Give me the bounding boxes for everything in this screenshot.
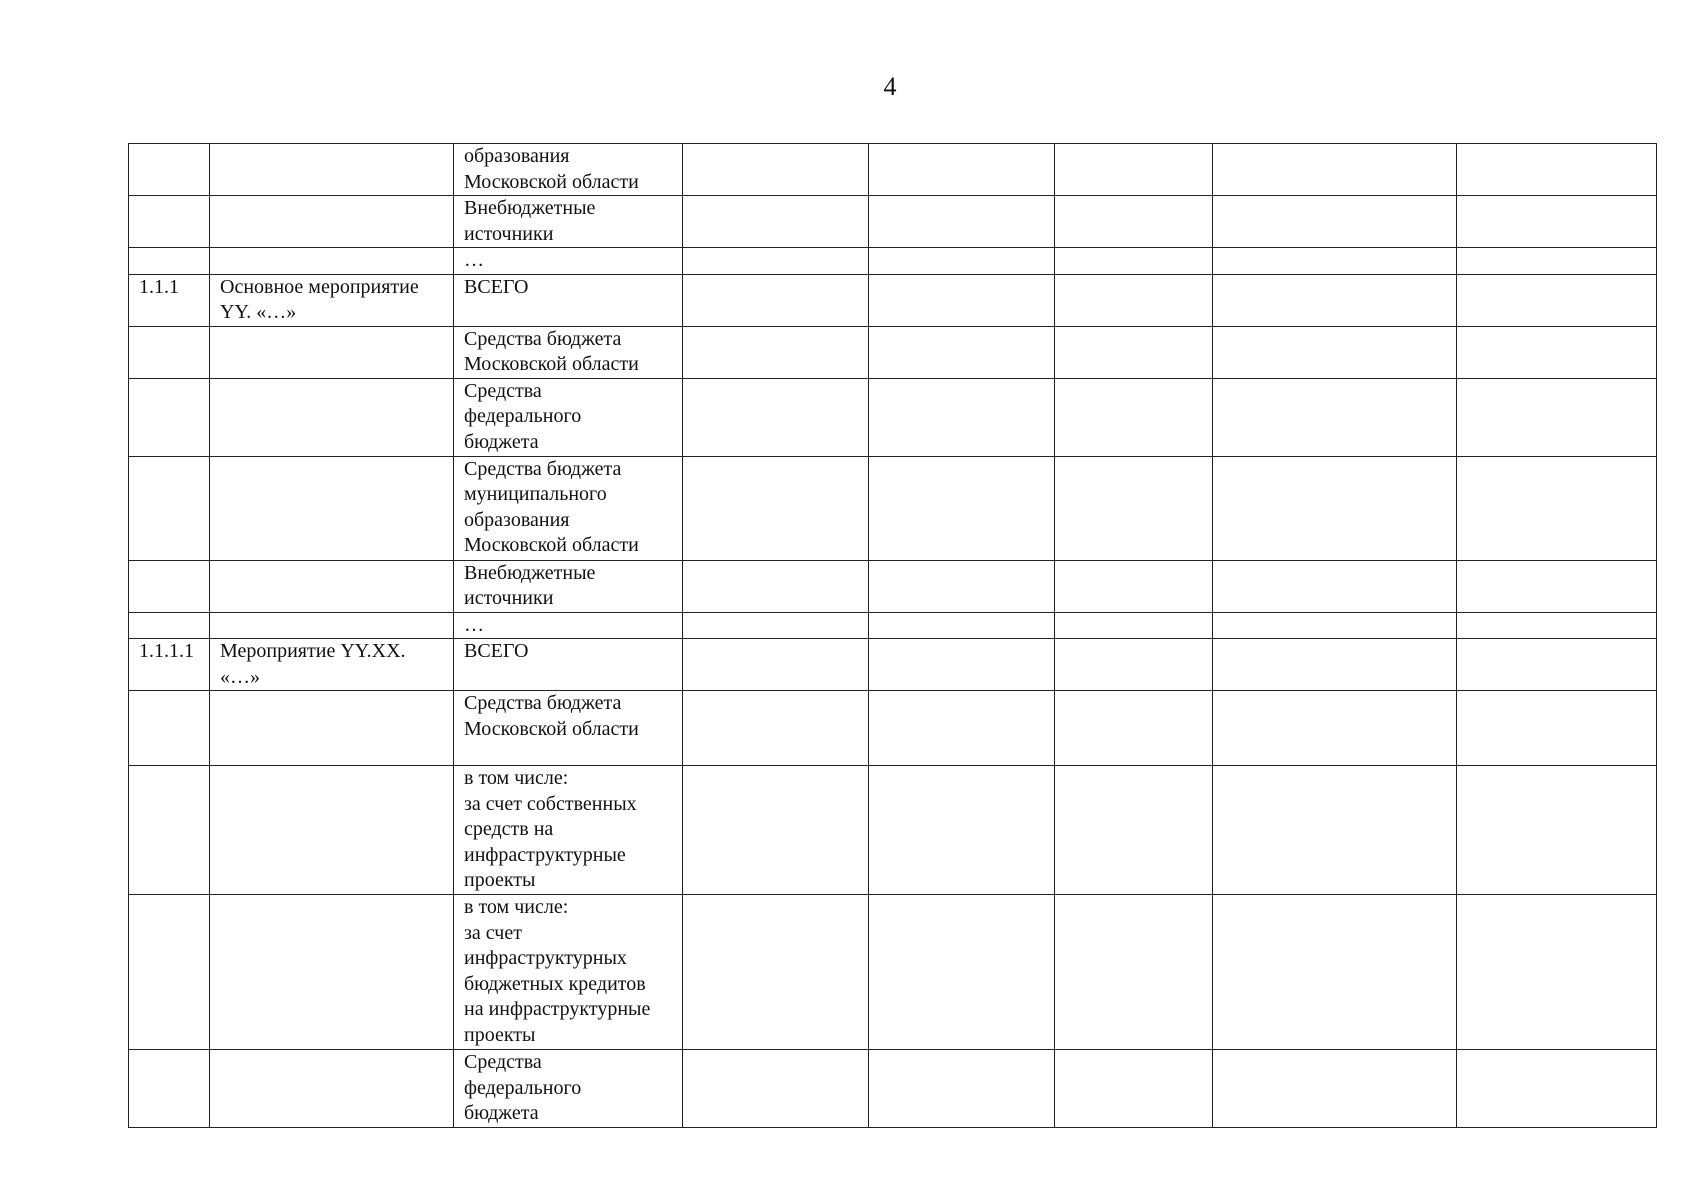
funding-source-cell: … [454, 248, 683, 275]
item-number-cell [129, 691, 210, 766]
value-cell [1055, 691, 1213, 766]
funding-source-cell: Средства бюджета муниципального образования Московской области [454, 456, 683, 560]
item-name-cell [210, 895, 454, 1050]
funding-source-cell: Внебюджетные источники [454, 196, 683, 248]
funding-source-cell: Средства бюджета Московской области [454, 326, 683, 378]
value-cell [1457, 560, 1657, 612]
value-cell [1213, 248, 1457, 275]
table-row [129, 691, 1657, 766]
item-number-cell [129, 196, 210, 248]
value-cell [683, 560, 869, 612]
item-number-cell [129, 895, 210, 1050]
value-cell [1055, 196, 1213, 248]
value-cell [869, 691, 1055, 766]
value-cell [1213, 895, 1457, 1050]
value-cell [1055, 1050, 1213, 1128]
value-cell [1055, 274, 1213, 326]
value-cell [1457, 766, 1657, 895]
item-number-cell [129, 378, 210, 456]
value-cell [683, 639, 869, 691]
value-cell [683, 456, 869, 560]
value-cell [1055, 766, 1213, 895]
value-cell [1457, 326, 1657, 378]
table-row [129, 456, 1657, 560]
item-number-cell: 1.1.1.1 [129, 639, 210, 691]
item-name-cell: Основное мероприятие YY. «…» [210, 274, 454, 326]
value-cell [1213, 378, 1457, 456]
table-body [129, 144, 1657, 1128]
value-cell [1213, 326, 1457, 378]
table-row [129, 274, 1657, 326]
value-cell [869, 560, 1055, 612]
budget-table [128, 143, 1657, 1128]
funding-source-cell: в том числе: за счет собственных средств на инфраструктурные проекты [454, 766, 683, 895]
value-cell [1213, 274, 1457, 326]
value-cell [683, 196, 869, 248]
item-number-cell: 1.1.1 [129, 274, 210, 326]
item-name-cell [210, 691, 454, 766]
value-cell [869, 378, 1055, 456]
value-cell [1213, 639, 1457, 691]
table-row [129, 639, 1657, 691]
item-number-cell [129, 766, 210, 895]
value-cell [1457, 378, 1657, 456]
value-cell [1213, 1050, 1457, 1128]
table-row [129, 766, 1657, 895]
item-name-cell [210, 248, 454, 275]
funding-source-cell: Средства федерального бюджета [454, 1050, 683, 1128]
table-row [129, 560, 1657, 612]
value-cell [1213, 144, 1457, 196]
value-cell [1055, 456, 1213, 560]
funding-source-cell: Внебюджетные источники [454, 560, 683, 612]
value-cell [683, 248, 869, 275]
value-cell [1457, 196, 1657, 248]
value-cell [1457, 895, 1657, 1050]
value-cell [1055, 895, 1213, 1050]
table-row [129, 378, 1657, 456]
value-cell [1213, 691, 1457, 766]
item-number-cell [129, 456, 210, 560]
value-cell [1457, 691, 1657, 766]
value-cell [683, 895, 869, 1050]
item-name-cell [210, 766, 454, 895]
item-number-cell [129, 326, 210, 378]
value-cell [869, 274, 1055, 326]
table-row [129, 248, 1657, 275]
value-cell [869, 248, 1055, 275]
item-number-cell [129, 560, 210, 612]
value-cell [683, 326, 869, 378]
value-cell [1213, 766, 1457, 895]
value-cell [1457, 1050, 1657, 1128]
funding-source-cell: Средства бюджета Московской области [454, 691, 683, 766]
table-row [129, 144, 1657, 196]
value-cell [1055, 639, 1213, 691]
table-row [129, 612, 1657, 639]
item-name-cell [210, 378, 454, 456]
item-name-cell [210, 560, 454, 612]
value-cell [1055, 612, 1213, 639]
item-name-cell [210, 326, 454, 378]
value-cell [1055, 326, 1213, 378]
value-cell [1457, 456, 1657, 560]
value-cell [683, 274, 869, 326]
value-cell [1213, 196, 1457, 248]
value-cell [683, 144, 869, 196]
value-cell [869, 196, 1055, 248]
value-cell [1055, 144, 1213, 196]
item-name-cell [210, 144, 454, 196]
item-name-cell [210, 196, 454, 248]
item-number-cell [129, 248, 210, 275]
item-name-cell: Мероприятие YY.XX. «…» [210, 639, 454, 691]
value-cell [869, 766, 1055, 895]
table-row [129, 196, 1657, 248]
funding-source-cell: … [454, 612, 683, 639]
table-row [129, 895, 1657, 1050]
funding-source-cell: ВСЕГО [454, 274, 683, 326]
table-row [129, 326, 1657, 378]
value-cell [1457, 612, 1657, 639]
table-row [129, 1050, 1657, 1128]
value-cell [1457, 639, 1657, 691]
value-cell [869, 144, 1055, 196]
item-number-cell [129, 1050, 210, 1128]
value-cell [1457, 274, 1657, 326]
funding-source-cell: в том числе: за счет инфраструктурных бюджетных кредитов на инфраструктурные проекты [454, 895, 683, 1050]
value-cell [1055, 248, 1213, 275]
value-cell [1213, 456, 1457, 560]
value-cell [869, 1050, 1055, 1128]
value-cell [869, 456, 1055, 560]
value-cell [683, 378, 869, 456]
value-cell [1055, 378, 1213, 456]
value-cell [869, 326, 1055, 378]
value-cell [1457, 144, 1657, 196]
value-cell [683, 1050, 869, 1128]
item-number-cell [129, 612, 210, 639]
item-number-cell [129, 144, 210, 196]
item-name-cell [210, 456, 454, 560]
value-cell [869, 895, 1055, 1050]
value-cell [683, 691, 869, 766]
page-number: 4 [883, 72, 897, 101]
value-cell [1213, 612, 1457, 639]
item-name-cell [210, 612, 454, 639]
value-cell [869, 612, 1055, 639]
funding-source-cell: Средства федерального бюджета [454, 378, 683, 456]
funding-source-cell: ВСЕГО [454, 639, 683, 691]
value-cell [683, 766, 869, 895]
value-cell [1055, 560, 1213, 612]
value-cell [1457, 248, 1657, 275]
value-cell [683, 612, 869, 639]
funding-source-cell: образования Московской области [454, 144, 683, 196]
value-cell [869, 639, 1055, 691]
item-name-cell [210, 1050, 454, 1128]
value-cell [1213, 560, 1457, 612]
